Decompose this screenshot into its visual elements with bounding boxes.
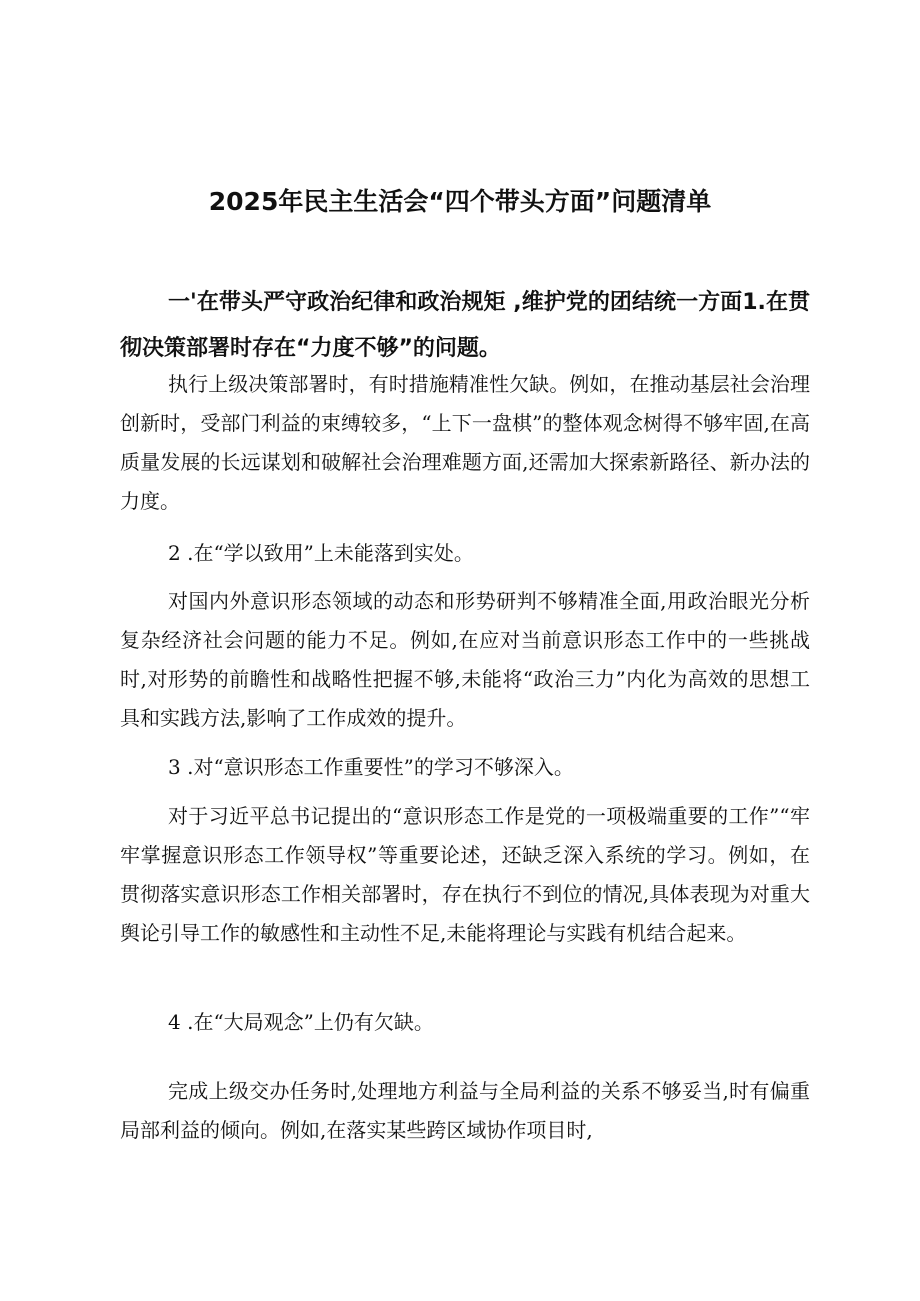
item-heading-3: 3 .对“意识形态工作重要性”的学习不够深入。 bbox=[168, 755, 574, 779]
paragraph-2: 对国内外意识形态领域的动态和形势研判不够精准全面,用政治眼光分析复杂经济社会问题的能力不足。例如,在应对当前意识形态工作中的一些挑战时,对形势的前瞻性和战略性把握不够,未能将“政治三力”内化为高效的思想工具和实践方法,影响了工作成效的提升。 bbox=[120, 589, 810, 730]
paragraph-1: 执行上级决策部署时，有时措施精准性欠缺。例如，在推动基层社会治理创新时，受部门利益的束缚较多，“上下一盘棋”的整体观念树得不够牢固,在高质量发展的长远谋划和破解社会治理难题方面,还需加大探索新路径、新办法的力度。 bbox=[120, 372, 810, 513]
paragraph-3: 对于习近平总书记提出的“意识形态工作是党的一项极端重要的工作”“牢牢掌握意识形态工作领导权”等重要论述，还缺乏深入系统的学习。例如，在贯彻落实意识形态工作相关部署时，存在执行不到位的情况,具体表现为对重大舆论引导工作的敏感性和主动性不足,未能将理论与实践有机结合起来。 bbox=[120, 804, 810, 945]
section-heading: 一'在带头严守政治纪律和政治规矩 ,维护党的团结统一方面1.在贯彻决策部署时存在“力度不够”的问题。 bbox=[120, 290, 810, 361]
document-title: 2025年民主生活会“四个带头方面”问题清单 bbox=[208, 187, 712, 216]
item-heading-4: 4 .在“大局观念”上仍有欠缺。 bbox=[168, 1010, 434, 1034]
item-heading-2: 2 .在“学以致用”上未能落到实处。 bbox=[168, 541, 474, 565]
paragraph-4: 完成上级交办任务时,处理地方利益与全局利益的关系不够妥当,时有偏重局部利益的倾向。例如,在落实某些跨区域协作项目时, bbox=[120, 1079, 810, 1142]
